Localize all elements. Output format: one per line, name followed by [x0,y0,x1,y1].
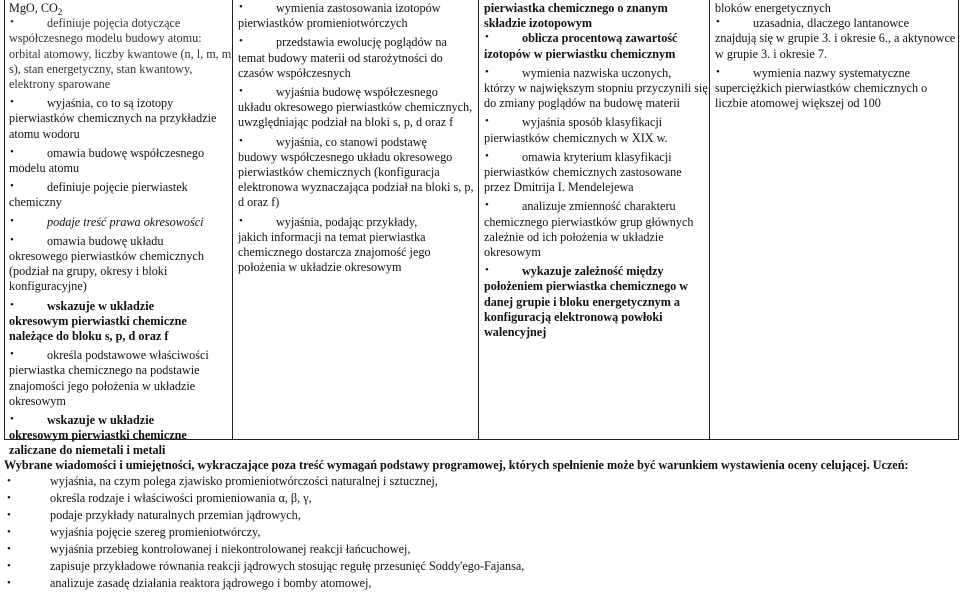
requirements-table [4,0,959,458]
list-item: • wyjaśnia, co to są izotopy pierwiastków chemicznych na przykładzie atomu wodoru [9,96,217,141]
list-item: • definiuje pojęcia dotyczące współczesnego modelu budowy atomu: orbital atomowy, liczby kwantowe (n, l, m, m s), stan energetyczny, stan kwantowy, elektrony sparowane [9,16,232,92]
list-item: • przedstawia ewolucję poglądów na temat budowy materii od starożytności do czasów współczesnych [238,35,447,80]
section-heading: Wybrane wiadomości i umiejętności, wykraczające poza treść wymagań podstawy programowej, których spełnienie może być warunkiem wystawienia oceny celującej. Uczeń: [4,458,909,472]
list-item: • analizuje zasadę działania reaktora jądrowego i bomby atomowej, [7,576,372,591]
list-item: • wyjaśnia pojęcie szereg promieniotwórczy, [7,525,261,540]
list-item: • omawia budowę układu okresowego pierwiastków chemicznych (podział na grupy, okresy i bloki konfiguracyjne) [9,233,204,294]
list-item: • omawia kryterium klasyfikacji pierwiastków chemicznych zastosowane przez Dmitrija I. Mendelejewa [484,149,682,195]
list-item: • wyjaśnia, podając przykłady, jakich informacji na temat pierwiastka chemicznego dostarcza znajomość jego położenia w układzie okresowym [238,214,431,275]
list-item: • określa podstawowe właściwości pierwiastka chemicznego na podstawie znajomości jego położenia w układzie okresowym [9,348,209,408]
table-column-4: bloków energetycznych • uzasadnia, dlaczego lantanowce znajdują się w grupie 3. i okresie 6., a aktynowce w grupie 3. i okresie 7. • wymienia nazwy systematyczne superciężkich pierwiastków chemicznych o liczbie atomowej większej od 100 [710,0,960,439]
list-item: • wyjaśnia, na czym polega zjawisko promieniotwórczości naturalnej i sztucznej, [7,474,438,489]
list-item: • definiuje pojęcie pierwiastek chemiczny [9,180,188,210]
list-item: • wyjaśnia, co stanowi podstawę budowy współczesnego układu okresowego pierwiastków chemicznych (konfiguracja elektronowa wyznaczająca podział na bloki s, p, d oraz f) [238,134,474,210]
list-item: • wymienia nazwy systematyczne superciężkich pierwiastków chemicznych o liczbie atomowej większej od 100 [715,65,928,111]
table-column-3: pierwiastka chemicznego o znanym składzie izotopowym • oblicza procentową zawartość izotopów w pierwiastku chemicznym • wymienia nazwiska uczonych, którzy w największym stopniu przyczynili się do zmiany poglądów na budowę materii • wyjaśnia sposób klasyfikacji pierwiastków chemicznych w XIX w. • omawia kryterium klasyfikacji pierwiastków chemicznych zastosowane przez Dmitrija I. Mendelejewa • analizuje zmienność charakteru chemicznego pierwiastków grup głównych zależnie od ich położenia w układzie okresowym • wykazuje zależność między położeniem pierwiastka chemicznego w danej grupie i bloku energetycznym a konfiguracją elektronową powłoki walencyjnej [479,0,710,439]
list-item: • analizuje zmienność charakteru chemicznego pierwiastków grup głównych zależnie od ich położenia w układzie okresowym [484,199,694,260]
list-item: • wskazuje w układzie okresowym pierwiastki chemiczne należące do bloku s, p, d oraz f [9,298,187,344]
list-item: • oblicza procentową zawartość izotopów w pierwiastku chemicznym [484,31,678,61]
list-item: • zapisuje przykładowe równania reakcji jądrowych stosując regułę przesunięć Soddy'ego-Fajansa, [7,559,525,574]
list-item: • wyjaśnia przebieg kontrolowanej i niekontrolowanej reakcji łańcuchowej, [7,542,411,557]
list-item: • uzasadnia, dlaczego lantanowce znajdują się w grupie 3. i okresie 6., a aktynowce w grupie 3. i okresie 7. [715,16,956,61]
list-item: • wykazuje zależność między położeniem pierwiastka chemicznego w danej grupie i bloku energetycznym a konfiguracją elektronową powłoki walencyjnej [484,264,689,340]
table-column-1 [5,0,233,458]
list-item: • określa rodzaje i właściwości promieniowania α, β, γ, [7,491,312,506]
list-item: • wymienia zastosowania izotopów pierwiastków promieniotwórczych [238,1,441,31]
table-column-2 [233,0,479,439]
list-item: • wskazuje w układzie okresowym pierwiastki chemiczne zaliczane do niemetali i metali [9,413,187,458]
list-item: • podaje przykłady naturalnych przemian jądrowych, [7,508,301,523]
list-item: • omawia budowę współczesnego modelu atomu [9,145,205,176]
list-item: • podaje treść prawa okresowości [10,214,204,229]
list-item: • wymienia nazwiska uczonych, którzy w największym stopniu przyczynili się do zmiany poglądów na budowę materii [484,65,708,111]
extra-requirements-section [4,458,959,592]
list-item: • wyjaśnia sposób klasyfikacji pierwiastków chemicznych w XIX w. [484,115,668,145]
list-item: • wyjaśnia budowę współczesnego układu okresowego pierwiastków chemicznych, uwzględniając podział na bloki s, p, d oraz f [238,85,473,130]
formula-line: MgO, $CO_2$ [9,1,63,17]
